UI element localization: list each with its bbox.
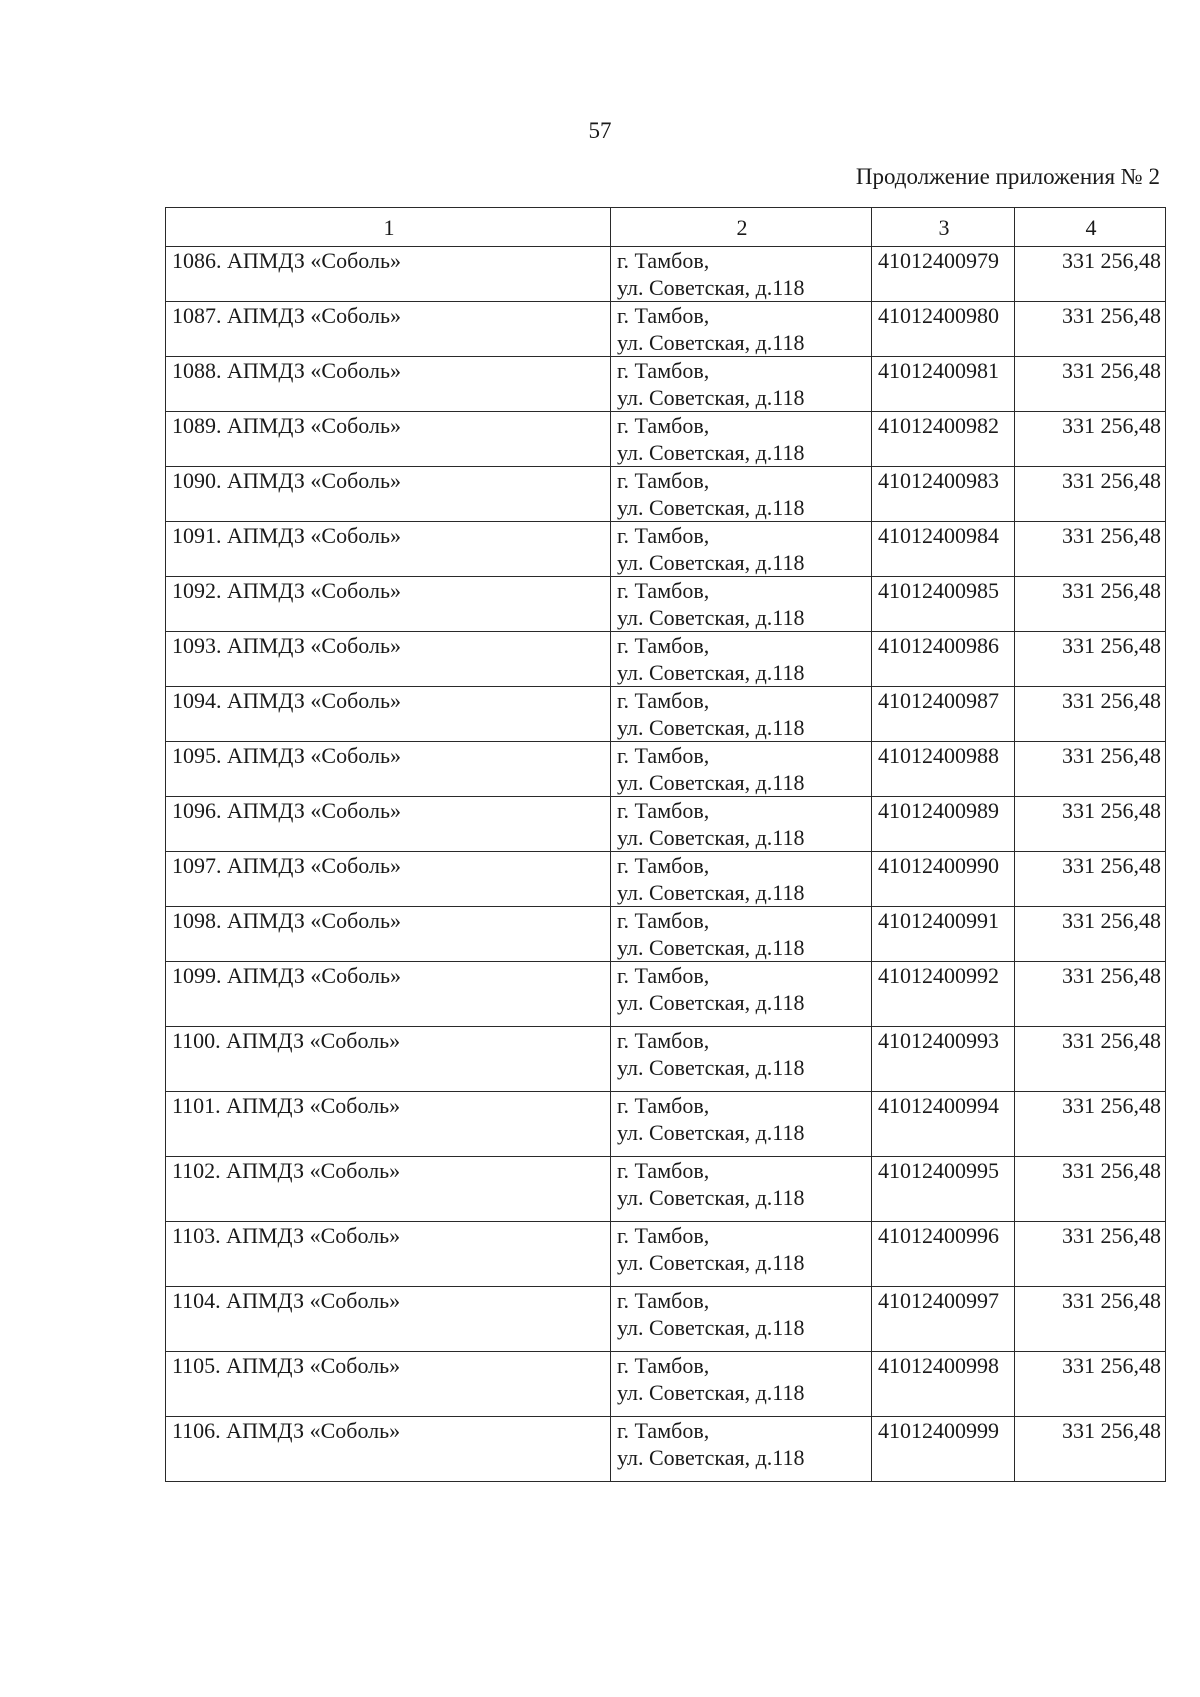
address-cell <box>611 962 872 1027</box>
column-header-1: 1 <box>166 208 611 247</box>
inventory-table <box>165 207 1166 1482</box>
amount-cell: 331 256,48 <box>1015 357 1166 412</box>
page-number: 57 <box>588 118 612 143</box>
address-city: г. Тамбов, <box>617 1288 710 1313</box>
inventory-number-cell: 41012400979 <box>872 247 1015 302</box>
amount-cell: 331 256,48 <box>1015 522 1166 577</box>
item-name-cell: 1098. АПМДЗ «Соболь» <box>166 907 611 962</box>
address-cell <box>611 797 872 852</box>
item-name-cell: 1101. АПМДЗ «Соболь» <box>166 1092 611 1157</box>
table-row <box>166 1352 1166 1417</box>
address-street: ул. Советская, д.118 <box>617 825 805 850</box>
item-name-cell: 1094. АПМДЗ «Соболь» <box>166 687 611 742</box>
table-row <box>166 632 1166 687</box>
amount-cell: 331 256,48 <box>1015 247 1166 302</box>
inventory-number-cell: 41012400997 <box>872 1287 1015 1352</box>
address-street: ул. Советская, д.118 <box>617 1445 805 1470</box>
amount-cell: 331 256,48 <box>1015 907 1166 962</box>
table-row <box>166 522 1166 577</box>
item-name-cell: 1091. АПМДЗ «Соболь» <box>166 522 611 577</box>
address-street: ул. Советская, д.118 <box>617 275 805 300</box>
inventory-number-cell: 41012400984 <box>872 522 1015 577</box>
item-name-cell: 1093. АПМДЗ «Соболь» <box>166 632 611 687</box>
amount-cell: 331 256,48 <box>1015 1222 1166 1287</box>
table-row <box>166 687 1166 742</box>
table-row <box>166 412 1166 467</box>
inventory-number-cell: 41012400993 <box>872 1027 1015 1092</box>
address-city: г. Тамбов, <box>617 303 710 328</box>
item-name-cell: 1106. АПМДЗ «Соболь» <box>166 1417 611 1482</box>
amount-cell: 331 256,48 <box>1015 1417 1166 1482</box>
table-header-row <box>166 208 1166 247</box>
table-row <box>166 742 1166 797</box>
address-cell <box>611 1352 872 1417</box>
inventory-number-cell: 41012400995 <box>872 1157 1015 1222</box>
table-row <box>166 1417 1166 1482</box>
address-city: г. Тамбов, <box>617 1418 710 1443</box>
address-cell <box>611 1157 872 1222</box>
inventory-number-cell: 41012400981 <box>872 357 1015 412</box>
column-header-4: 4 <box>1015 208 1166 247</box>
table-row <box>166 1287 1166 1352</box>
table-row <box>166 1157 1166 1222</box>
amount-cell: 331 256,48 <box>1015 632 1166 687</box>
address-cell <box>611 412 872 467</box>
item-name-cell: 1100. АПМДЗ «Соболь» <box>166 1027 611 1092</box>
address-street: ул. Советская, д.118 <box>617 385 805 410</box>
inventory-number-cell: 41012400991 <box>872 907 1015 962</box>
table-row <box>166 577 1166 632</box>
table-row <box>166 357 1166 412</box>
amount-cell: 331 256,48 <box>1015 962 1166 1027</box>
inventory-number-cell: 41012400986 <box>872 632 1015 687</box>
item-name-cell: 1088. АПМДЗ «Соболь» <box>166 357 611 412</box>
address-city: г. Тамбов, <box>617 743 710 768</box>
column-header-3: 3 <box>872 208 1015 247</box>
address-city: г. Тамбов, <box>617 468 710 493</box>
amount-cell: 331 256,48 <box>1015 852 1166 907</box>
inventory-number-cell: 41012400980 <box>872 302 1015 357</box>
item-name-cell: 1103. АПМДЗ «Соболь» <box>166 1222 611 1287</box>
address-cell <box>611 1287 872 1352</box>
address-city: г. Тамбов, <box>617 523 710 548</box>
item-name-cell: 1089. АПМДЗ «Соболь» <box>166 412 611 467</box>
address-street: ул. Советская, д.118 <box>617 495 805 520</box>
inventory-number-cell: 41012400990 <box>872 852 1015 907</box>
address-cell <box>611 1222 872 1287</box>
table-row <box>166 467 1166 522</box>
inventory-number-cell: 41012400985 <box>872 577 1015 632</box>
address-street: ул. Советская, д.118 <box>617 1250 805 1275</box>
address-cell <box>611 357 872 412</box>
address-cell <box>611 852 872 907</box>
table-row <box>166 1222 1166 1287</box>
inventory-number-cell: 41012400989 <box>872 797 1015 852</box>
address-cell <box>611 632 872 687</box>
table-row <box>166 852 1166 907</box>
item-name-cell: 1102. АПМДЗ «Соболь» <box>166 1157 611 1222</box>
address-city: г. Тамбов, <box>617 413 710 438</box>
address-cell <box>611 467 872 522</box>
address-street: ул. Советская, д.118 <box>617 715 805 740</box>
inventory-number-cell: 41012400982 <box>872 412 1015 467</box>
item-name-cell: 1104. АПМДЗ «Соболь» <box>166 1287 611 1352</box>
address-city: г. Тамбов, <box>617 578 710 603</box>
amount-cell: 331 256,48 <box>1015 742 1166 797</box>
continuation-label: Продолжение приложения № 2 <box>855 164 1160 189</box>
address-street: ул. Советская, д.118 <box>617 1055 805 1080</box>
inventory-number-cell: 41012400987 <box>872 687 1015 742</box>
address-street: ул. Советская, д.118 <box>617 1185 805 1210</box>
inventory-number-cell: 41012400994 <box>872 1092 1015 1157</box>
item-name-cell: 1092. АПМДЗ «Соболь» <box>166 577 611 632</box>
address-street: ул. Советская, д.118 <box>617 440 805 465</box>
address-street: ул. Советская, д.118 <box>617 330 805 355</box>
address-city: г. Тамбов, <box>617 633 710 658</box>
address-cell <box>611 1027 872 1092</box>
inventory-number-cell: 41012400996 <box>872 1222 1015 1287</box>
address-street: ул. Советская, д.118 <box>617 660 805 685</box>
address-cell <box>611 302 872 357</box>
amount-cell: 331 256,48 <box>1015 797 1166 852</box>
inventory-number-cell: 41012400988 <box>872 742 1015 797</box>
address-city: г. Тамбов, <box>617 1028 710 1053</box>
item-name-cell: 1095. АПМДЗ «Соболь» <box>166 742 611 797</box>
address-cell <box>611 1417 872 1482</box>
address-city: г. Тамбов, <box>617 963 710 988</box>
address-cell <box>611 577 872 632</box>
amount-cell: 331 256,48 <box>1015 577 1166 632</box>
amount-cell: 331 256,48 <box>1015 1352 1166 1417</box>
address-cell <box>611 522 872 577</box>
item-name-cell: 1105. АПМДЗ «Соболь» <box>166 1352 611 1417</box>
address-street: ул. Советская, д.118 <box>617 990 805 1015</box>
address-city: г. Тамбов, <box>617 1093 710 1118</box>
amount-cell: 331 256,48 <box>1015 1287 1166 1352</box>
amount-cell: 331 256,48 <box>1015 687 1166 742</box>
amount-cell: 331 256,48 <box>1015 1157 1166 1222</box>
table-row <box>166 302 1166 357</box>
address-city: г. Тамбов, <box>617 908 710 933</box>
item-name-cell: 1087. АПМДЗ «Соболь» <box>166 302 611 357</box>
column-header-2: 2 <box>611 208 872 247</box>
address-city: г. Тамбов, <box>617 853 710 878</box>
address-city: г. Тамбов, <box>617 688 710 713</box>
address-street: ул. Советская, д.118 <box>617 880 805 905</box>
table-row <box>166 797 1166 852</box>
table-row <box>166 247 1166 302</box>
table-row <box>166 907 1166 962</box>
address-city: г. Тамбов, <box>617 248 710 273</box>
item-name-cell: 1096. АПМДЗ «Соболь» <box>166 797 611 852</box>
amount-cell: 331 256,48 <box>1015 302 1166 357</box>
address-street: ул. Советская, д.118 <box>617 770 805 795</box>
address-street: ул. Советская, д.118 <box>617 1315 805 1340</box>
address-street: ул. Советская, д.118 <box>617 935 805 960</box>
item-name-cell: 1097. АПМДЗ «Соболь» <box>166 852 611 907</box>
amount-cell: 331 256,48 <box>1015 1092 1166 1157</box>
amount-cell: 331 256,48 <box>1015 1027 1166 1092</box>
item-name-cell: 1090. АПМДЗ «Соболь» <box>166 467 611 522</box>
address-city: г. Тамбов, <box>617 1353 710 1378</box>
inventory-number-cell: 41012400999 <box>872 1417 1015 1482</box>
address-city: г. Тамбов, <box>617 1158 710 1183</box>
item-name-cell: 1099. АПМДЗ «Соболь» <box>166 962 611 1027</box>
inventory-number-cell: 41012400983 <box>872 467 1015 522</box>
table-row <box>166 1027 1166 1092</box>
address-cell <box>611 1092 872 1157</box>
address-cell <box>611 247 872 302</box>
amount-cell: 331 256,48 <box>1015 412 1166 467</box>
inventory-number-cell: 41012400992 <box>872 962 1015 1027</box>
amount-cell: 331 256,48 <box>1015 467 1166 522</box>
address-street: ул. Советская, д.118 <box>617 1120 805 1145</box>
item-name-cell: 1086. АПМДЗ «Соболь» <box>166 247 611 302</box>
address-cell <box>611 687 872 742</box>
address-city: г. Тамбов, <box>617 798 710 823</box>
table-body <box>166 247 1166 1482</box>
address-cell <box>611 907 872 962</box>
address-city: г. Тамбов, <box>617 358 710 383</box>
address-street: ул. Советская, д.118 <box>617 550 805 575</box>
table-row <box>166 962 1166 1027</box>
address-street: ул. Советская, д.118 <box>617 1380 805 1405</box>
address-street: ул. Советская, д.118 <box>617 605 805 630</box>
address-city: г. Тамбов, <box>617 1223 710 1248</box>
table-row <box>166 1092 1166 1157</box>
address-cell <box>611 742 872 797</box>
inventory-number-cell: 41012400998 <box>872 1352 1015 1417</box>
